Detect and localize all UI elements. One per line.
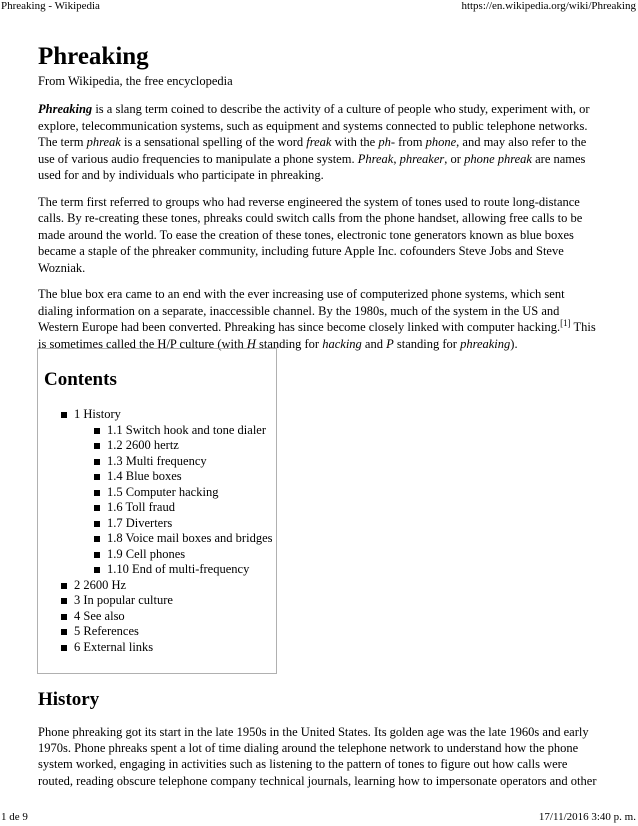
term-p: P — [386, 336, 394, 351]
toc-item-multi-frequency[interactable]: 1.3 Multi frequency — [94, 454, 273, 470]
term-phreak: phreak — [86, 135, 121, 149]
table-of-contents — [37, 348, 277, 674]
toc-item-blue-boxes[interactable]: 1.4 Blue boxes — [94, 469, 273, 485]
reference-link[interactable]: [1] — [560, 317, 571, 328]
text-run: from — [395, 135, 426, 149]
toc-item-cell-phones[interactable]: 1.9 Cell phones — [94, 547, 273, 563]
page-subtitle: From Wikipedia, the free encyclopedia — [38, 74, 233, 88]
toc-item-see-also[interactable]: 4 See also — [61, 609, 273, 625]
term-freak: freak — [306, 135, 332, 149]
text-run: are names used for and by individuals who participate in phreaking. — [38, 151, 586, 182]
text-run: ). — [510, 336, 518, 351]
history-paragraph-1: Phone phreaking got its start in the late 1950s in the United States. Its golden age was the late 1960s and early 1970s. Phone phreaks spent a lot of time dialing around the telephone network to understand how the phone system worked, engaging in activities such as listening to the pattern of tones to figure out how calls were routed, reading obscure telephone company technical journals, learning how to impersonate operators and other — [38, 725, 597, 788]
term-ph: ph- — [378, 135, 396, 149]
page-footer — [0, 811, 638, 823]
text-run: , — [393, 151, 400, 166]
term-h: H — [246, 336, 256, 351]
text-run: with the — [331, 135, 379, 149]
text-run: standing for — [255, 336, 323, 351]
toc-title: Contents — [44, 369, 117, 390]
toc-sublist-history — [94, 423, 273, 578]
toc-item-toll-fraud[interactable]: 1.6 Toll fraud — [94, 500, 273, 516]
toc-item-diverters[interactable]: 1.7 Diverters — [94, 516, 273, 532]
term-phone-phreak: phone phreak — [464, 151, 532, 166]
page-header-title: Phreaking - Wikipedia — [1, 0, 100, 12]
section-heading-history: History — [38, 689, 100, 710]
term-phreak-cap: Phreak — [357, 151, 394, 166]
toc-item-end-multi-frequency[interactable]: 1.10 End of multi-frequency — [94, 562, 273, 578]
text-run: , or — [444, 151, 465, 166]
intro-paragraph-1 — [38, 101, 600, 184]
toc-item-computer-hacking[interactable]: 1.5 Computer hacking — [94, 485, 273, 501]
text-run: is a sensational spelling of the word — [120, 135, 307, 149]
toc-item-2600-hz[interactable]: 2 2600 Hz — [61, 578, 273, 594]
toc-item-switch-hook[interactable]: 1.1 Switch hook and tone dialer — [94, 423, 273, 439]
intro-paragraph-3 — [38, 286, 600, 352]
text-run: This is sometimes called the H/P culture (with — [38, 320, 596, 351]
term-hacking: hacking — [322, 336, 362, 351]
text-run: The blue box era came to an end with the ever increasing use of computerized phone systems, which sent dialing information on a separate, inaccessible channel. By the 1980s, much of the system in the US and Western Europe had been converted. Phreaking has since become closely linked with computer hacking. — [38, 287, 565, 334]
toc-item-references[interactable]: 5 References — [61, 624, 273, 640]
toc-item-2600-hertz[interactable]: 1.2 2600 hertz — [94, 438, 273, 454]
text-run: and — [361, 336, 387, 351]
toc-item-label[interactable]: 1 History — [74, 407, 121, 421]
page-header — [0, 0, 638, 12]
page-header-url[interactable]: https://en.wikipedia.org/wiki/Phreaking — [461, 0, 636, 12]
toc-item-voice-mail[interactable]: 1.8 Voice mail boxes and bridges — [94, 531, 273, 547]
text-run: is a slang term coined to describe the activity of a culture of people who study, experiment with, or explore, telecommunication systems, such as equipment and systems connected to public telephone networks. The term — [38, 102, 590, 149]
toc-item-popular-culture[interactable]: 3 In popular culture — [61, 593, 273, 609]
text-run: , and may also refer to the use of various audio frequencies to manipulate a phone system. — [38, 135, 587, 166]
toc-item-external-links[interactable]: 6 External links — [61, 640, 273, 656]
term-phreaking-lower: phreaking — [460, 336, 511, 351]
text-run: standing for — [393, 336, 461, 351]
page-number: 1 de 9 — [1, 811, 28, 823]
article-body — [38, 42, 600, 352]
history-section — [38, 688, 600, 789]
term-phreaking: Phreaking — [38, 102, 93, 116]
page-title: Phreaking — [38, 43, 149, 70]
term-phone: phone — [425, 135, 457, 149]
term-phreaker: phreaker — [399, 151, 445, 166]
toc-item-history[interactable] — [61, 407, 273, 578]
intro-paragraph-2: The term first referred to groups who had reverse engineered the system of tones used to route long-distance calls. By re-creating these tones, phreaks could switch calls from the phone handset, allowing free calls to be made around the world. To ease the creation of these tones, electronic tone generators known as blue boxes became a staple of the phreaker community, including future Apple Inc. cofounders Steve Jobs and Steve Wozniak. — [38, 194, 583, 275]
toc-list — [61, 407, 273, 655]
print-timestamp: 17/11/2016 3:40 p. m. — [538, 811, 636, 823]
